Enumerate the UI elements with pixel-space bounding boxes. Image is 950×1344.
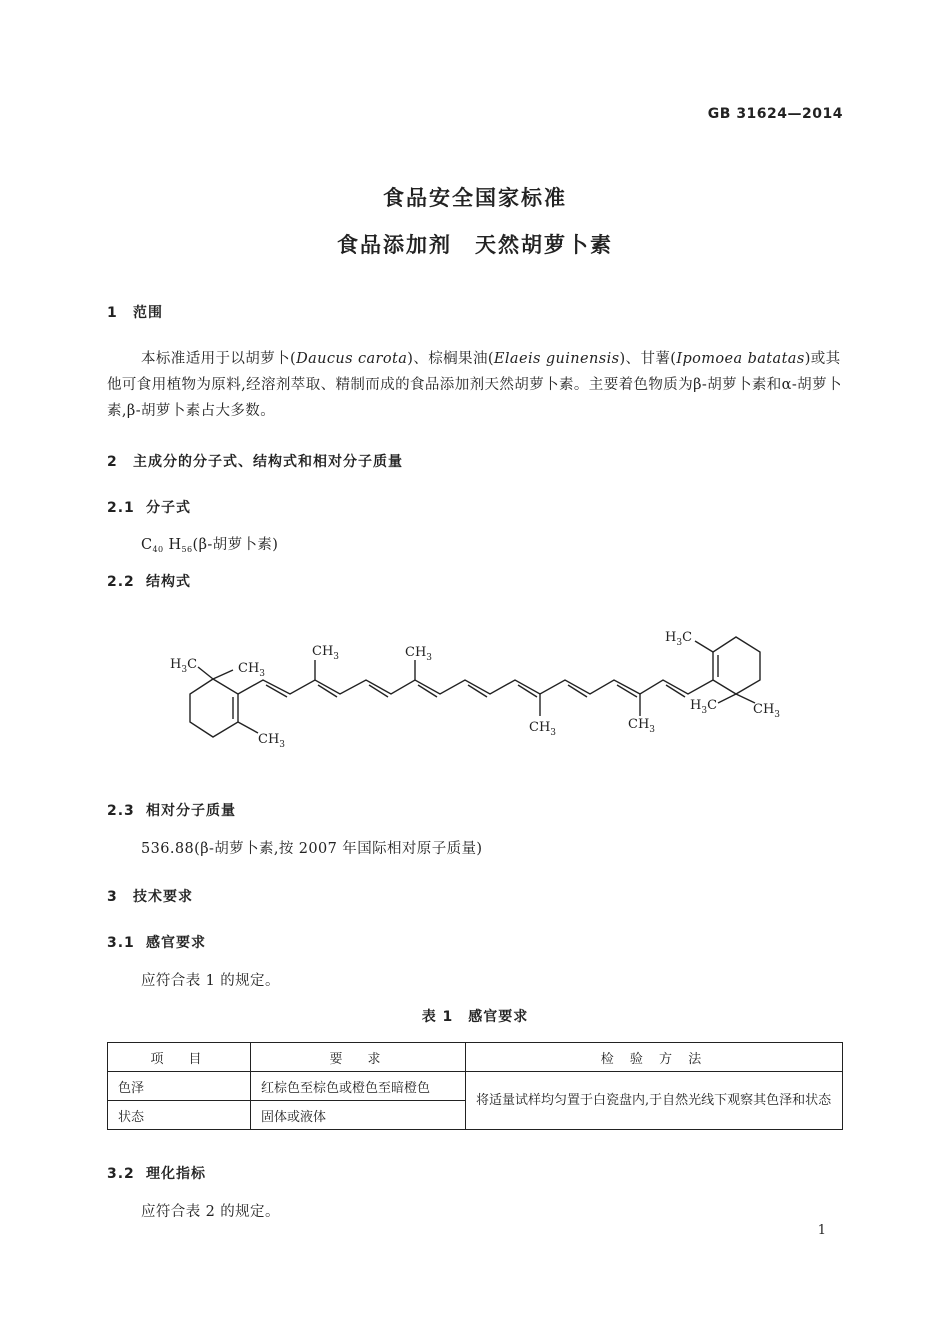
- label-h3c-right-bottom: $H_3C$: [690, 698, 718, 716]
- structure-bonds: [190, 637, 760, 737]
- section-number: 2.1: [107, 500, 135, 516]
- section-number: 3: [107, 889, 118, 905]
- formula-c-sub: 40: [152, 545, 164, 554]
- section-title: 主成分的分子式、结构式和相对分子质量: [133, 454, 403, 470]
- section-number: 3.1: [107, 935, 135, 951]
- formula-h-sub: 56: [181, 545, 193, 554]
- table-cell-item: 状态: [108, 1101, 251, 1130]
- section-title: 范围: [133, 305, 163, 321]
- section-title: 相对分子质量: [146, 803, 236, 819]
- label-ch3-top-1: $CH_3$: [312, 644, 340, 662]
- section-number: 3.2: [107, 1166, 135, 1182]
- table-row: [108, 1072, 843, 1101]
- table-cell-requirement: 红棕色至棕色或橙色至暗橙色: [251, 1072, 466, 1101]
- table-cell-item: 色泽: [108, 1072, 251, 1101]
- section-2-3-heading: [107, 800, 236, 820]
- section-3-heading: [107, 886, 193, 906]
- sensory-requirements-table: [107, 1042, 843, 1130]
- s3-1-text: 应符合表 1 的规定。: [141, 973, 280, 989]
- species-elaeis: Elaeis guinensis: [493, 351, 620, 367]
- page-number: 1: [817, 1223, 826, 1238]
- table-header-method: 检 验 方 法: [466, 1043, 843, 1072]
- standard-number: GB 31624—2014: [707, 106, 843, 122]
- species-daucus: Daucus carota: [296, 351, 408, 367]
- section-title: 感官要求: [146, 935, 206, 951]
- section-number: 2.2: [107, 574, 135, 590]
- label-h3c-right-top: $H_3C$: [665, 630, 693, 648]
- scope-text-1: 本标准适用于以胡萝卜(: [141, 351, 297, 367]
- label-ch3-left-bottom: $CH_3$: [258, 732, 286, 750]
- document-subtitle: 食品添加剂 天然胡萝卜素: [337, 233, 613, 257]
- formula-note: (β-胡萝卜素): [192, 537, 279, 553]
- table-header-row: [108, 1043, 843, 1072]
- section-number: 1: [107, 305, 118, 321]
- formula-c: C: [141, 537, 153, 553]
- label-ch3-bottom-2: $CH_3$: [628, 717, 656, 735]
- section-title: 结构式: [146, 574, 191, 590]
- s3-2-text: 应符合表 2 的规定。: [141, 1204, 280, 1220]
- section-3-2-heading: [107, 1163, 206, 1183]
- section-number: 2: [107, 454, 118, 470]
- scope-text-4: )或其他可食用植物为原料,经溶剂萃取、精制而成的食品添加剂天然胡萝卜素。主要着色物质为β-胡萝卜素和α-胡萝卜素,β-胡萝卜素占大多数。: [107, 351, 842, 419]
- section-title: 技术要求: [133, 889, 193, 905]
- label-ch3-bottom-1: $CH_3$: [529, 720, 557, 738]
- molecular-mass: 536.88(β-胡萝卜素,按 2007 年国际相对原子质量): [141, 841, 483, 857]
- formula-h: H: [168, 537, 182, 553]
- label-ch3-left-top: $CH_3$: [238, 661, 266, 679]
- label-h3c-left: $H_3C$: [170, 657, 198, 675]
- table-cell-method: 将适量试样均匀置于白瓷盘内,于自然光线下观察其色泽和状态: [466, 1072, 843, 1130]
- table-header-item: 项 目: [108, 1043, 251, 1072]
- scope-text-3: )、甘薯(: [619, 351, 677, 367]
- table-header-requirement: 要 求: [251, 1043, 466, 1072]
- label-ch3-top-2: $CH_3$: [405, 645, 433, 663]
- scope-text-2: )、棕榈果油(: [407, 351, 494, 367]
- species-ipomoea: Ipomoea batatas: [676, 351, 805, 367]
- section-title: 分子式: [146, 500, 191, 516]
- section-number: 2.3: [107, 803, 135, 819]
- table-1-caption: 表 1 感官要求: [421, 1009, 529, 1025]
- document-title: 食品安全国家标准: [383, 186, 567, 210]
- table-cell-requirement: 固体或液体: [251, 1101, 466, 1130]
- section-title: 理化指标: [146, 1166, 206, 1182]
- section-3-1-heading: [107, 932, 206, 952]
- label-ch3-right-bottom: $CH_3$: [753, 702, 781, 720]
